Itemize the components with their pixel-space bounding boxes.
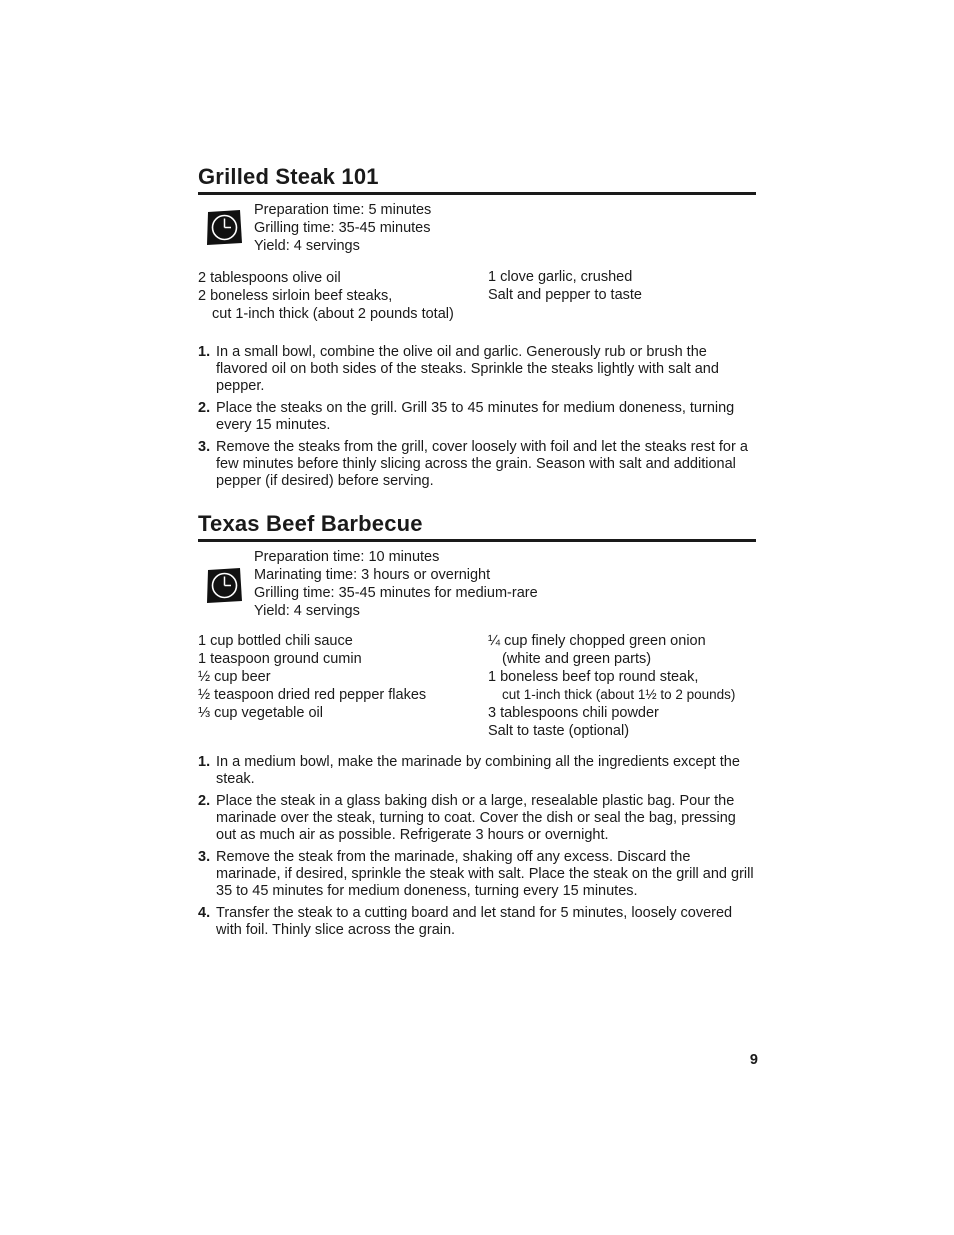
timing-line: Grilling time: 35-45 minutes — [254, 220, 431, 236]
recipe-texas-beef-barbecue — [198, 511, 756, 944]
ingredient: 1 clove garlic, crushed — [488, 269, 633, 285]
step-number: 4. — [198, 905, 211, 921]
timing-line: Yield: 4 servings — [254, 603, 360, 619]
ingredient: 2 tablespoons olive oil — [198, 270, 341, 286]
step-number: 3. — [198, 439, 211, 455]
step — [198, 400, 756, 434]
page-number: 9 — [749, 1052, 758, 1068]
ingredients — [198, 632, 756, 745]
ingredient: cut 1-inch thick (about 1½ to 2 pounds) — [502, 687, 736, 702]
ingredient: ¼ cup finely chopped green onion — [488, 633, 706, 649]
clock-icon — [205, 567, 243, 604]
clock-icon — [205, 209, 243, 246]
step-text: In a medium bowl, make the marinade by combining all the ingredients except the steak. — [216, 754, 740, 787]
title-rule — [198, 539, 756, 542]
step-text: Remove the steaks from the grill, cover loosely with foil and let the steaks rest for a few minutes before thinly slicing across the grain. Season with salt and additional pepper (if desired) before serving. — [216, 439, 748, 489]
ingredient: 3 tablespoons chili powder — [488, 705, 659, 721]
step — [198, 793, 756, 844]
step-number: 2. — [198, 400, 211, 416]
steps — [198, 754, 756, 939]
ingredient: 1 boneless beef top round steak, — [488, 669, 699, 685]
step-number: 1. — [198, 754, 211, 770]
step — [198, 849, 756, 900]
ingredient: cut 1-inch thick (about 2 pounds total) — [212, 306, 454, 322]
recipe-title: Grilled Steak 101 — [198, 164, 379, 189]
step — [198, 754, 756, 788]
ingredients-right — [488, 268, 642, 304]
ingredient: ½ cup beer — [198, 669, 271, 685]
step-number: 1. — [198, 344, 211, 360]
ingredient: ½ teaspoon dried red pepper flakes — [198, 687, 427, 703]
recipe-title: Texas Beef Barbecue — [198, 511, 423, 536]
ingredient: Salt and pepper to taste — [488, 287, 642, 303]
step-number: 2. — [198, 793, 211, 809]
step — [198, 344, 756, 395]
ingredients-left — [198, 632, 426, 722]
ingredient: ⅓ cup vegetable oil — [198, 705, 323, 721]
step — [198, 905, 756, 939]
ingredients — [198, 268, 756, 334]
ingredient: 1 teaspoon ground cumin — [198, 651, 362, 667]
ingredient: 1 cup bottled chili sauce — [198, 633, 353, 649]
timing-line: Grilling time: 35-45 minutes for medium-rare — [254, 585, 538, 601]
timing-block — [198, 201, 756, 255]
step-text: Place the steak in a glass baking dish or a large, resealable plastic bag. Pour the marinade over the steak, turning to coat. Cover the dish or seal the bag, pressing out as much air as possible. Refrigerate 3 hours or overnight. — [216, 793, 736, 843]
ingredient: 2 boneless sirloin beef steaks, — [198, 288, 393, 304]
step-number: 3. — [198, 849, 211, 865]
step — [198, 439, 756, 490]
recipe-grilled-steak — [198, 164, 756, 495]
ingredient: Salt to taste (optional) — [488, 723, 630, 739]
timing-line: Marinating time: 3 hours or overnight — [254, 567, 491, 583]
step-text: Place the steaks on the grill. Grill 35 to 45 minutes for medium doneness, turning every 15 minutes. — [216, 400, 735, 433]
step-text: Remove the steak from the marinade, shaking off any excess. Discard the marinade, if desired, sprinkle the steak with salt. Place the steak on the grill and grill 35 to 45 minutes for medium doneness, turning every 15 minutes. — [216, 849, 754, 899]
timing-block — [198, 548, 756, 620]
step-text: Transfer the steak to a cutting board and let stand for 5 minutes, loosely covered with foil. Thinly slice across the grain. — [216, 905, 733, 938]
timing-line: Yield: 4 servings — [254, 238, 360, 254]
ingredient: (white and green parts) — [502, 651, 652, 667]
timing-line: Preparation time: 10 minutes — [254, 549, 440, 565]
step-text: In a small bowl, combine the olive oil and garlic. Generously rub or brush the flavored oil on both sides of the steaks. Sprinkle the steaks lightly with salt and pepper. — [216, 344, 719, 394]
ingredients-left — [198, 269, 454, 323]
ingredients-right — [488, 632, 735, 740]
title-rule — [198, 192, 756, 195]
steps — [198, 344, 756, 490]
timing-line: Preparation time: 5 minutes — [254, 202, 432, 218]
